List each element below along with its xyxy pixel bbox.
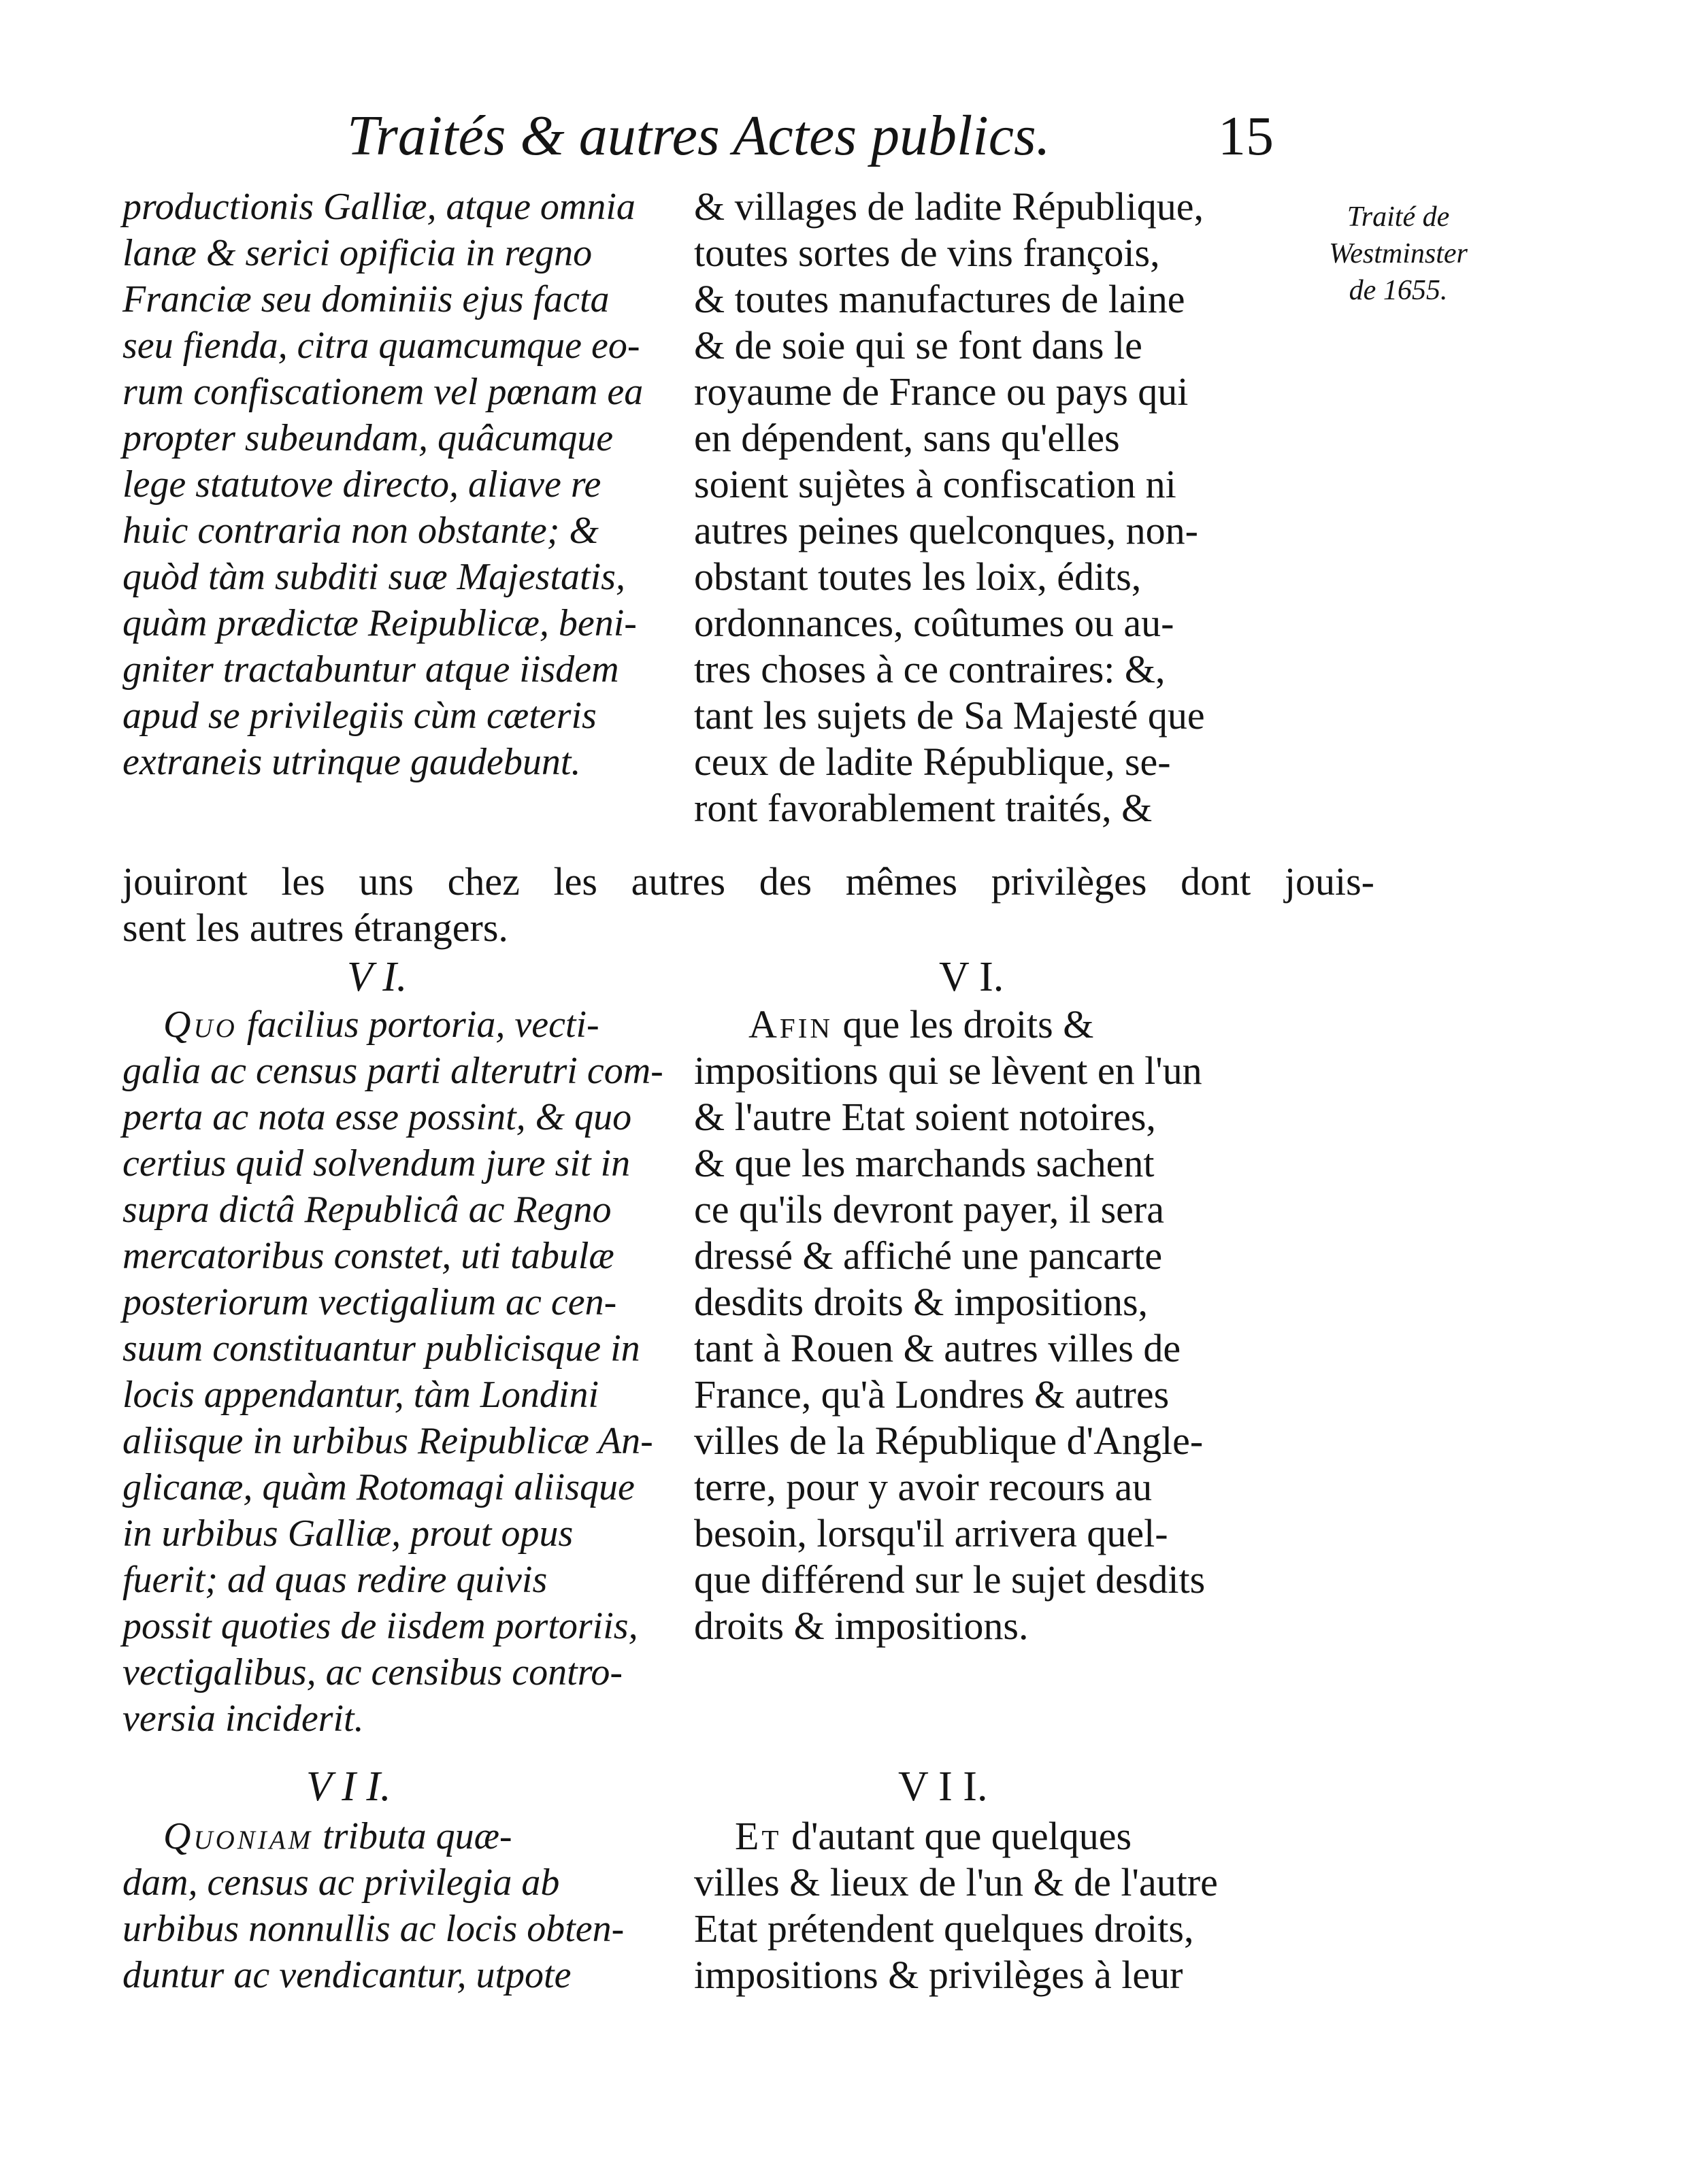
margin-note	[1296, 199, 1500, 309]
latin-line: perta ac nota esse possint, & quo	[122, 1096, 632, 1138]
article-6-latin-column	[122, 1002, 735, 1742]
french-line: & l'autre Etat soient notoires,	[694, 1095, 1156, 1139]
french-line: ront favorablement traités, &	[694, 786, 1153, 830]
latin-line: dam, census ac privilegia ab	[122, 1862, 560, 1904]
latin-line: propter subeundam, quâcumque	[122, 417, 614, 459]
full-width-line: jouiront les uns chez les autres des mêmes privilèges dont jouis-	[122, 859, 1374, 904]
article-7-latin-heading: V I I.	[306, 1764, 391, 1810]
latin-line: versia inciderit.	[122, 1698, 364, 1740]
latin-line: Franciæ seu dominiis ejus facta	[122, 278, 610, 320]
latin-line-text: tributa quæ-	[323, 1815, 512, 1857]
latin-line	[122, 1813, 735, 1859]
french-line: toutes sortes de vins françois,	[694, 231, 1160, 275]
french-line: ceux de ladite République, se-	[694, 740, 1171, 784]
french-line: tres choses à ce contraires: &,	[694, 647, 1166, 691]
french-line: tant les sujets de Sa Majesté que	[694, 693, 1205, 738]
latin-column-continued	[122, 184, 735, 785]
full-width-continuation	[122, 859, 1374, 951]
french-line: impositions qui se lèvent en l'un	[694, 1048, 1202, 1093]
latin-line: quàm prædictæ Reipublicæ, beni-	[122, 602, 637, 644]
french-line: villes de la République d'Angle-	[694, 1419, 1204, 1463]
running-head: Traités & autres Actes publics.	[347, 104, 1051, 167]
french-line-text: d'autant que quelques	[791, 1814, 1132, 1858]
latin-line: fuerit; ad quas redire quivis	[122, 1559, 548, 1601]
french-line: desdits droits & impositions,	[694, 1280, 1149, 1324]
latin-line-text: facilius portoria, vecti-	[246, 1004, 599, 1046]
french-column-continued	[694, 184, 1306, 831]
latin-line: possit quoties de iisdem portoriis,	[122, 1605, 638, 1647]
french-line: Etat prétendent quelques droits,	[694, 1906, 1194, 1951]
french-line: & villages de ladite République,	[694, 184, 1204, 229]
latin-line: supra dictâ Republicâ ac Regno	[122, 1189, 612, 1231]
latin-line: glicanæ, quàm Rotomagi aliisque	[122, 1466, 635, 1508]
latin-line: productionis Galliæ, atque omnia	[122, 186, 636, 228]
latin-first-word: Quoniam	[163, 1815, 314, 1857]
french-line: terre, pour y avoir recours au	[694, 1465, 1153, 1509]
french-first-word: Et	[735, 1814, 782, 1858]
latin-line: urbibus nonnullis ac locis obten-	[122, 1908, 625, 1950]
latin-line: lege statutove directo, aliave re	[122, 463, 601, 506]
french-line: que différend sur le sujet desdits	[694, 1557, 1206, 1602]
french-line: impositions & privilèges à leur	[694, 1953, 1183, 1997]
french-line: ordonnances, coûtumes ou au-	[694, 601, 1174, 645]
latin-line: aliisque in urbibus Reipublicæ An-	[122, 1420, 653, 1462]
french-line: ce qu'ils devront payer, il sera	[694, 1187, 1164, 1231]
french-line: en dépendent, sans qu'elles	[694, 416, 1120, 460]
margin-note-line: de 1655.	[1349, 275, 1448, 306]
latin-first-word: Quo	[163, 1004, 237, 1046]
latin-line: galia ac census parti alterutri com-	[122, 1050, 663, 1092]
article-6-french-heading: V I.	[939, 954, 1004, 1000]
latin-line: vectigalibus, ac censibus contro-	[122, 1651, 623, 1693]
french-line: & que les marchands sachent	[694, 1141, 1155, 1185]
latin-line: lanæ & serici opificia in regno	[122, 232, 593, 274]
article-6-french-column	[694, 1002, 1306, 1649]
french-line: villes & lieux de l'un & de l'autre	[694, 1860, 1218, 1904]
french-line: dressé & affiché une pancarte	[694, 1234, 1163, 1278]
article-6-latin-heading: V I.	[347, 954, 408, 1000]
french-line-text: que les droits &	[842, 1002, 1094, 1046]
french-line	[694, 1813, 1306, 1859]
french-line: tant à Rouen & autres villes de	[694, 1326, 1181, 1370]
margin-note-line: Westminster	[1329, 238, 1468, 269]
latin-line: duntur ac vendicantur, utpote	[122, 1954, 572, 1996]
latin-line: seu fienda, citra quamcumque eo-	[122, 325, 640, 367]
latin-line: quòd tàm subditi suæ Majestatis,	[122, 556, 625, 598]
french-line: autres peines quelconques, non-	[694, 508, 1198, 552]
french-line: droits & impositions.	[694, 1604, 1029, 1648]
latin-line: certius quid solvendum jure sit in	[122, 1142, 631, 1185]
french-line: France, qu'à Londres & autres	[694, 1372, 1170, 1417]
french-line: & toutes manufactures de laine	[694, 277, 1185, 321]
full-width-line: sent les autres étrangers.	[122, 906, 508, 950]
page-number: 15	[1218, 105, 1274, 167]
latin-line: rum confiscationem vel pœnam ea	[122, 371, 644, 413]
latin-line: gniter tractabuntur atque iisdem	[122, 648, 619, 691]
french-line	[694, 1002, 1306, 1048]
latin-line: apud se privilegiis cùm cæteris	[122, 695, 597, 737]
latin-line	[122, 1002, 735, 1048]
margin-note-line: Traité de	[1347, 201, 1450, 233]
article-7-latin-column	[122, 1813, 735, 1998]
latin-line: huic contraria non obstante; &	[122, 510, 599, 552]
latin-line: posteriorum vectigalium ac cen-	[122, 1281, 617, 1323]
french-first-word: Afin	[748, 1002, 833, 1046]
latin-line: mercatoribus constet, uti tabulæ	[122, 1235, 614, 1277]
latin-line: locis appendantur, tàm Londini	[122, 1374, 599, 1416]
article-7-french-heading: V I I.	[898, 1764, 988, 1810]
french-line: besoin, lorsqu'il arrivera quel-	[694, 1511, 1168, 1555]
latin-line: in urbibus Galliæ, prout opus	[122, 1512, 574, 1555]
french-line: & de soie qui se font dans le	[694, 323, 1142, 367]
latin-line: extraneis utrinque gaudebunt.	[122, 741, 581, 783]
latin-line: suum constituantur publicisque in	[122, 1327, 640, 1370]
article-7-french-column	[694, 1813, 1306, 1998]
french-line: obstant toutes les loix, édits,	[694, 555, 1142, 599]
french-line: soient sujètes à confiscation ni	[694, 462, 1176, 506]
french-line: royaume de France ou pays qui	[694, 369, 1189, 414]
